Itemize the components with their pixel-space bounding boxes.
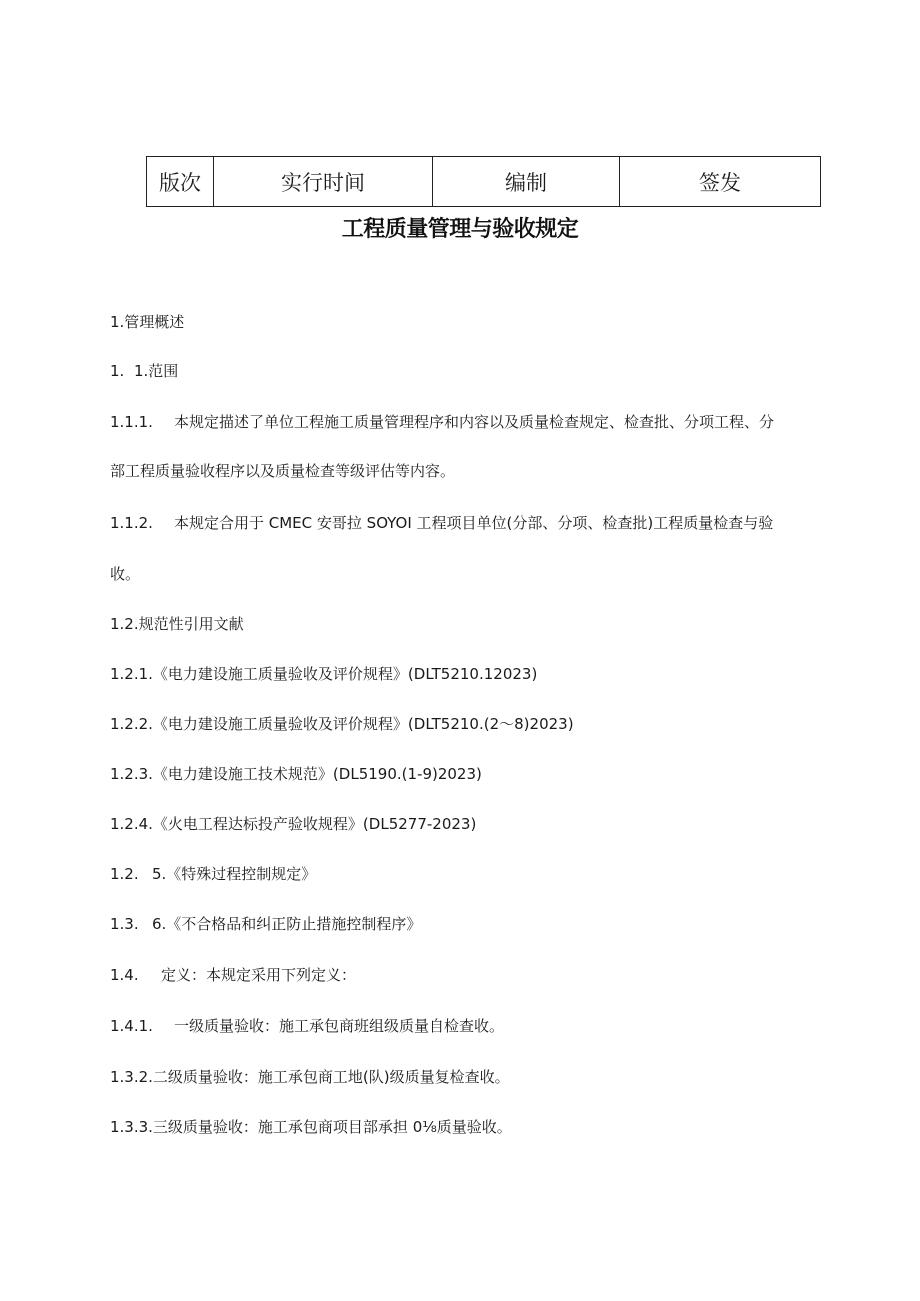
section-heading: 1.管理概述	[110, 313, 185, 331]
prepared-by-cell: 编制	[433, 157, 620, 207]
reference-item: 1.2.1.《电力建设施工质量验收及评价规程》(DLT5210.12023)	[110, 665, 538, 683]
clause-number: 1.2.	[110, 865, 139, 883]
clause-number: 1.	[110, 362, 125, 380]
paragraph	[110, 513, 773, 533]
definition-item	[110, 1016, 504, 1036]
clause-text: 本规定描述了单位工程施工质量管理程序和内容以及质量检查规定、检查批、分项工程、分	[174, 413, 775, 431]
version-table	[146, 156, 821, 207]
reference-item: 1.2.2.《电力建设施工质量验收及评价规程》(DLT5210.(2～8)2023)	[110, 715, 574, 733]
clause-number: 1.1.2.	[110, 514, 153, 532]
reference-item: 1.2.4.《火电工程达标投产验收规程》(DL5277-2023)	[110, 815, 477, 833]
issued-by-cell: 签发	[620, 157, 821, 207]
clause-number: 1.1.1.	[110, 413, 153, 431]
section-heading: 1.2.规范性引用文献	[110, 615, 244, 633]
clause-text: 定义：本规定采用下列定义：	[161, 966, 357, 984]
effective-date-cell: 实行时间	[214, 157, 433, 207]
definition-item: 1.3.2.二级质量验收：施工承包商工地(队)级质量复检查收。	[110, 1068, 510, 1086]
reference-item	[110, 914, 421, 934]
clause-text: 1.范围	[134, 362, 179, 380]
paragraph	[110, 361, 178, 381]
clause-text: 6.《不合格品和纠正防止措施控制程序》	[152, 915, 422, 933]
reference-item: 1.2.3.《电力建设施工技术规范》(DL5190.(1-9)2023)	[110, 765, 482, 783]
paragraph-continuation: 部工程质量验收程序以及质量检查等级评估等内容。	[110, 462, 456, 480]
clause-number: 1.4.	[110, 966, 139, 984]
reference-item	[110, 864, 316, 884]
document-title: 工程质量管理与验收规定	[341, 217, 579, 242]
clause-number: 1.3.	[110, 915, 139, 933]
clause-text: 一级质量验收：施工承包商班组级质量自检查收。	[174, 1017, 505, 1035]
clause-number: 1.4.1.	[110, 1017, 153, 1035]
clause-text: 5.《特殊过程控制规定》	[152, 865, 317, 883]
clause-text: 本规定合用于 CMEC 安哥拉 SOYOI 工程项目单位(分部、分项、检查批)工程质量检查与验	[174, 514, 774, 532]
version-cell: 版次	[147, 157, 214, 207]
definition-heading	[110, 965, 356, 985]
paragraph-continuation: 收。	[110, 565, 141, 583]
definition-item: 1.3.3.三级质量验收：施工承包商项目部承担 0⅛质量验收。	[110, 1118, 512, 1136]
paragraph	[110, 412, 774, 432]
version-table-row	[147, 157, 821, 207]
